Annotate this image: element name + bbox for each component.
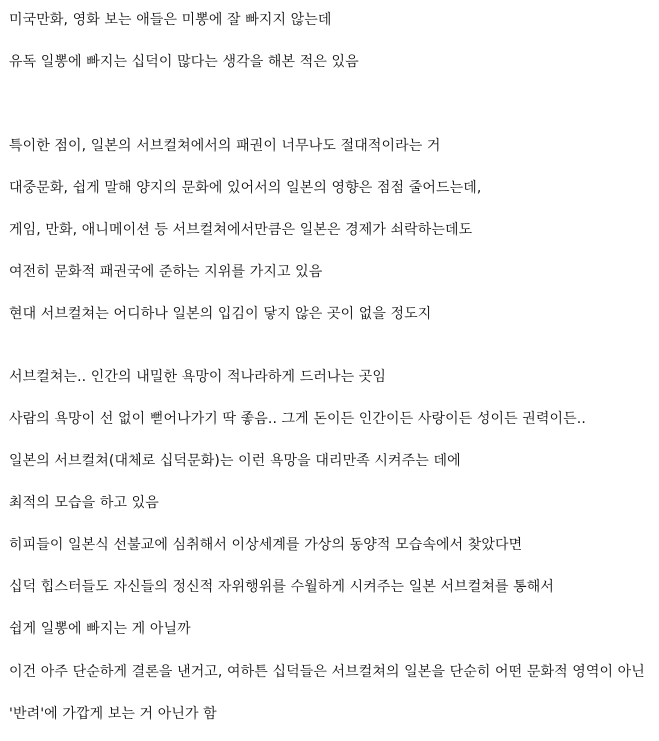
text-line-8: 서브컬쳐는.. 인간의 내밀한 욕망이 적나라하게 드러나는 곳임: [9, 369, 386, 385]
text-line-12: 히피들이 일본식 선불교에 심취해서 이상세계를 가상의 동양적 모습속에서 찾았다면: [9, 537, 523, 553]
text-line-2: 유독 일뽕에 빠지는 십덕이 많다는 생각을 해본 적은 있음: [9, 54, 359, 70]
text-line-10: 일본의 서브컬쳐(대체로 십덕문화)는 이런 욕망을 대리만족 시켜주는 데에: [9, 453, 461, 469]
text-line-11: 최적의 모습을 하고 있음: [9, 495, 159, 511]
text-line-9: 사람의 욕망이 선 없이 뻗어나가기 딱 좋음.. 그게 돈이든 인간이든 사랑이든 성이든 권력이든..: [9, 411, 586, 427]
text-line-7: 현대 서브컬쳐는 어디하나 일본의 입김이 닿지 않은 곳이 없을 정도지: [9, 306, 432, 322]
text-line-4: 대중문화, 쉽게 말해 양지의 문화에 있어서의 일본의 영향은 점점 줄어드는데,: [9, 180, 482, 196]
text-line-5: 게임, 만화, 애니메이션 등 서브컬쳐에서만큼은 일본은 경제가 쇠락하는데도: [9, 222, 473, 238]
text-line-14: 쉽게 일뽕에 빠지는 게 아닐까: [9, 621, 191, 637]
text-line-15: 이건 아주 단순하게 결론을 낸거고, 여하튼 십덕들은 서브컬쳐의 일본을 단순히 어떤 문화적 영역이 아닌: [9, 664, 645, 680]
text-line-13: 십덕 힙스터들도 자신들의 정신적 자위행위를 수월하게 시켜주는 일본 서브컬쳐를 통해서: [9, 579, 555, 595]
text-line-1: 미국만화, 영화 보는 애들은 미뽕에 잘 빠지지 않는데: [9, 12, 332, 28]
text-line-16: '반려'에 가깝게 보는 거 아닌가 함: [9, 706, 217, 722]
text-line-6: 여전히 문화적 패권국에 준하는 지위를 가지고 있음: [9, 264, 323, 280]
text-line-3: 특이한 점이, 일본의 서브컬쳐에서의 패권이 너무나도 절대적이라는 거: [9, 138, 441, 154]
